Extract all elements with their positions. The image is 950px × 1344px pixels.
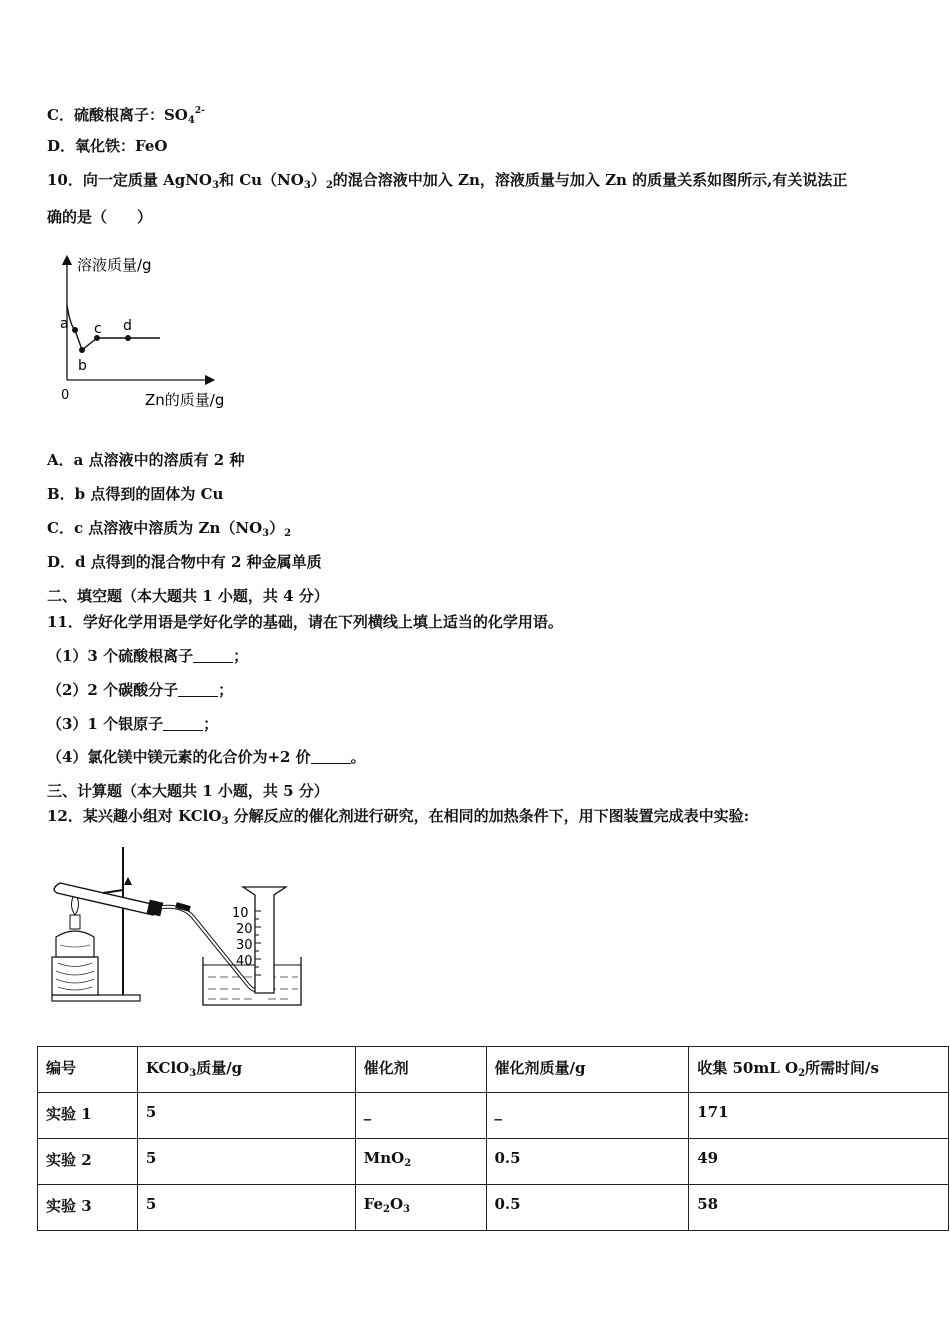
q9-option-c: C．硫酸根离子：$SO_4^{2-}$	[47, 106, 205, 126]
answer-blank[interactable]	[163, 716, 203, 731]
q9-option-d: D．氧化铁：FeO	[47, 137, 168, 155]
x-axis-label: Zn的质量/g	[145, 391, 225, 409]
point-a	[72, 327, 78, 333]
header-cell: 收集 50mL $O_2$所需时间/s	[689, 1047, 949, 1093]
table-row	[38, 1185, 949, 1231]
q12-stem: 12．某兴趣小组对 KClO$_3$ 分解反应的催化剂进行研究，在相同的加热条件下，用下图装置完成表中实验:	[47, 807, 750, 827]
header-cell: 催化剂质量/g	[486, 1047, 689, 1093]
results-table	[37, 1046, 949, 1231]
alcohol-lamp	[56, 931, 94, 957]
label-d: d	[123, 318, 132, 334]
table-cell: $Fe_2O_3$	[355, 1185, 486, 1231]
solution-mass-graph	[55, 250, 245, 410]
table-header-row	[38, 1047, 949, 1093]
table-cell: 171	[689, 1093, 949, 1139]
label-c: c	[94, 321, 102, 337]
curve	[67, 305, 160, 350]
mark-20: 20	[236, 922, 253, 937]
answer-blank[interactable]	[193, 648, 233, 663]
mark-10: 10	[232, 906, 249, 921]
header-cell: 催化剂	[355, 1047, 486, 1093]
q10-option-a: A．a 点溶液中的溶质有 2 种	[47, 451, 245, 469]
q10-stem-line2: 确的是（ ）	[47, 208, 153, 226]
table-row	[38, 1139, 949, 1185]
mark-30: 30	[236, 938, 253, 953]
q10-option-c: C．c 点溶液中溶质为 $Zn(NO_3)_2$	[47, 519, 292, 539]
q11-item-4: （4）氯化镁中镁元素的化合价为+2 价 。	[47, 748, 366, 766]
table-cell: MnO$_2$	[355, 1139, 486, 1185]
table-row	[38, 1093, 949, 1139]
q10-option-d: D．d 点得到的混合物中有 2 种金属单质	[47, 553, 322, 571]
header-cell: KClO$_3$质量/g	[137, 1047, 355, 1093]
q10-option-b: B．b 点得到的固体为 Cu	[47, 485, 224, 503]
table-cell: 0.5	[486, 1185, 689, 1231]
lamp-wick	[70, 915, 80, 929]
q11-item-2: （2）2 个碳酸分子 ；	[47, 681, 234, 699]
rubber-joint	[176, 905, 190, 909]
answer-blank[interactable]	[178, 682, 218, 697]
section2-title: 二、填空题（本大题共 1 小题，共 4 分）	[47, 587, 329, 605]
q11-stem: 11．学好化学用语是学好化学的基础，请在下列横线上填上适当的化学用语。	[47, 613, 563, 631]
table-cell: 5	[137, 1185, 355, 1231]
section3-title: 三、计算题（本大题共 1 小题，共 5 分）	[47, 782, 329, 800]
test-tube	[54, 883, 156, 915]
label-a: a	[60, 316, 69, 332]
point-b	[79, 347, 85, 353]
y-axis-label: 溶液质量/g	[77, 256, 152, 274]
wood-block	[52, 957, 98, 995]
answer-blank[interactable]	[311, 749, 351, 764]
point-d	[125, 335, 131, 341]
q11-item-3: （3）1 个银原子 ；	[47, 715, 219, 733]
q11-item-1: （1）3 个硫酸根离子 ；	[47, 647, 249, 665]
clamp	[124, 877, 132, 885]
table-cell: 实验 3	[38, 1185, 138, 1231]
table-cell: _	[355, 1093, 486, 1139]
table-cell: 58	[689, 1185, 949, 1231]
table-cell: 5	[137, 1093, 355, 1139]
stand-base	[52, 995, 140, 1001]
table-cell: 5	[137, 1139, 355, 1185]
table-cell: 49	[689, 1139, 949, 1185]
origin-label: 0	[61, 388, 70, 403]
label-b: b	[78, 358, 87, 374]
table-cell: 0.5	[486, 1139, 689, 1185]
mark-40: 40	[236, 954, 253, 969]
table-cell: 实验 2	[38, 1139, 138, 1185]
table-cell: _	[486, 1093, 689, 1139]
q10-stem: 10．向一定质量 AgNO$_3$和 $Cu(NO_3)_2$的混合溶液中加入 Zn，溶液质量与加入 Zn 的质量关系如图所示,有关说法正	[47, 171, 848, 191]
gas-collection-apparatus	[48, 845, 308, 1010]
header-cell: 编号	[38, 1047, 138, 1093]
table-cell: 实验 1	[38, 1093, 138, 1139]
